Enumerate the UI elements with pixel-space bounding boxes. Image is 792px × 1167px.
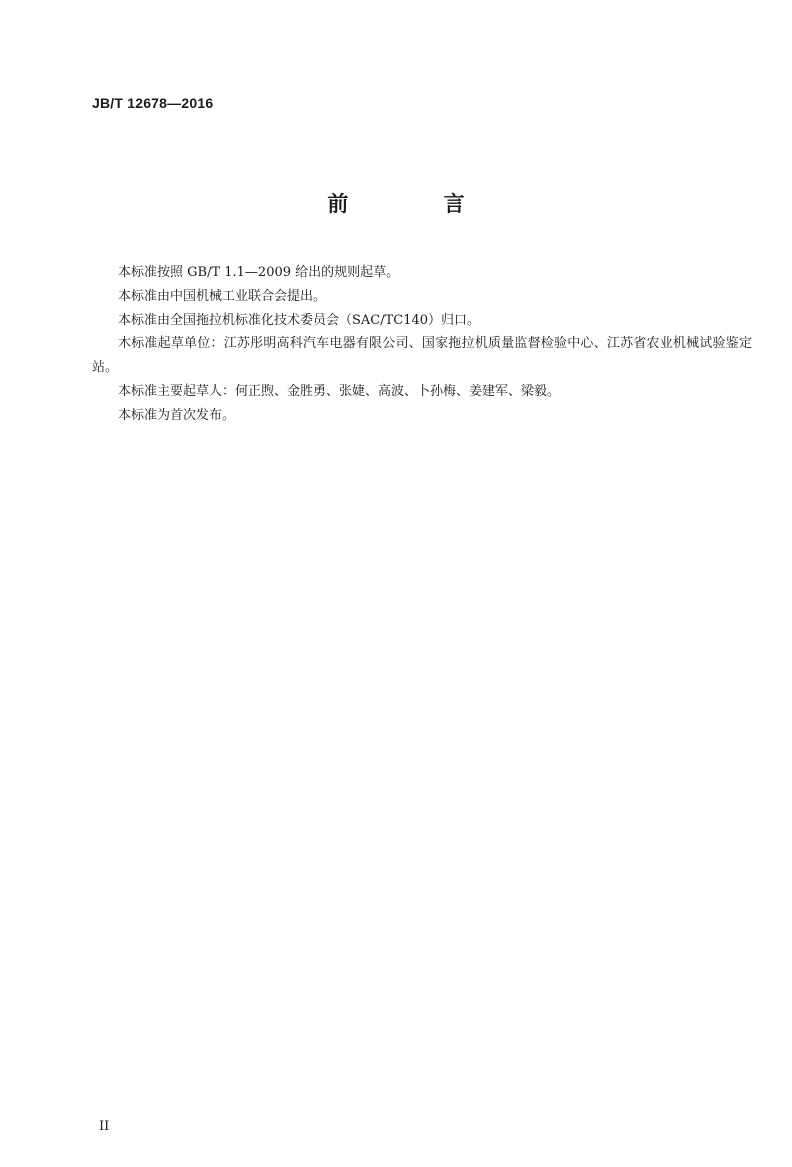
foreword-body — [92, 261, 752, 428]
paragraph-committee: 本标准由全国拖拉机标准化技术委员会（SAC/TC140）归口。 — [118, 312, 481, 328]
page-number: II — [99, 1119, 110, 1134]
standard-code: JB/T 12678—2016 — [92, 95, 214, 111]
page-title: 前 言 — [327, 192, 509, 216]
paragraph-drafting-rules: 本标准按照 GB/T 1.1—2009 给出的规则起草。 — [118, 265, 400, 280]
paragraph-proposer: 本标准由中国机械工业联合会提出。 — [118, 288, 327, 304]
paragraph-drafting-units: 木标准起草单位：江苏彤明高科汽车电器有限公司、国家拖拉机质量监督检验中心、江苏省农业机械试验鉴定站。 — [92, 336, 752, 376]
paragraph-first-release: 本标准为首次发布。 — [118, 407, 236, 423]
paragraph-drafters: 本标准主要起草人：何正煦、金胜勇、张婕、高波、卜孙梅、姜建军、梁毅。 — [118, 383, 561, 399]
